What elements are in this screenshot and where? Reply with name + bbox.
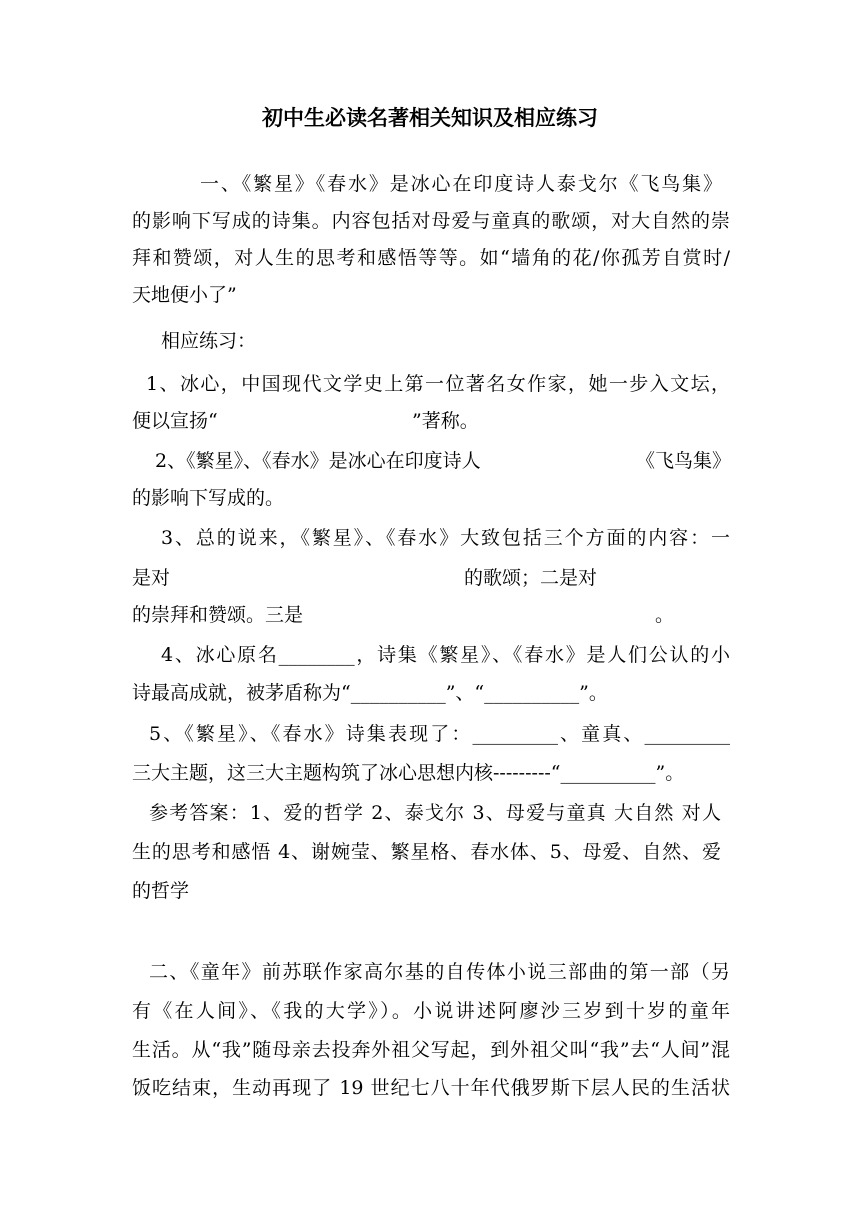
answer-line: 生的思考和感悟 4、谢婉莹、繁星格、春水体、5、母爱、自然、爱: [132, 841, 721, 863]
exercise-line: 4、冰心原名________，诗集《繁星》、《春水》是人们公认的小: [161, 644, 730, 666]
answer-line: 的哲学: [132, 880, 190, 902]
paragraph-line: 一、《繁星》《春水》是冰心在印度诗人泰戈尔《飞鸟集》: [200, 173, 722, 195]
exercise-line: 三大主题，这三大主题构筑了冰心思想内核---------“__________”。: [132, 762, 685, 784]
paragraph-line: 饭吃结束，生动再现了 19 世纪七八十年代俄罗斯下层人民的生活状: [132, 1077, 730, 1099]
paragraph-line: 拜和赞颂，对人生的思考和感悟等等。如“墙角的花/你孤芳自赏时/: [132, 247, 730, 269]
exercise-line: 。: [655, 604, 675, 626]
exercise-line: 的影响下写成的。: [132, 487, 285, 509]
exercise-line: 便以宣扬“: [132, 410, 218, 432]
exercise-line: 的歌颂；二是对: [464, 567, 598, 589]
document-title: 初中生必读名著相关知识及相应练习: [262, 106, 598, 130]
paragraph-line: 二、《童年》前苏联作家高尔基的自传体小说三部曲的第一部（另: [149, 961, 730, 983]
exercise-line: 诗最高成就，被茅盾称为“__________”、“__________”。: [132, 682, 608, 704]
paragraph-line: 天地便小了”: [132, 284, 237, 306]
exercise-line: 的崇拜和赞颂。三是: [132, 604, 304, 626]
exercise-line: 5、《繁星》、《春水》诗集表现了：_________、童真、_________: [149, 723, 730, 745]
exercise-line: 3、总的说来，《繁星》、《春水》大致包括三个方面的内容：一: [161, 527, 730, 549]
exercise-heading: 相应练习：: [161, 330, 257, 352]
exercise-line: 《飞鸟集》: [636, 450, 732, 472]
paragraph-line: 的影响下写成的诗集。内容包括对母爱与童真的歌颂，对大自然的崇: [132, 210, 730, 232]
answer-line: 参考答案：1、爱的哲学 2、泰戈尔 3、母爱与童真 大自然 对人: [149, 802, 721, 824]
exercise-line: 是对: [132, 567, 171, 589]
exercise-line: 2、《繁星》、《春水》是冰心在印度诗人: [155, 450, 481, 472]
paragraph-line: 生活。从“我”随母亲去投奔外祖父写起，到外祖父叫“我”去“人间”混: [132, 1039, 730, 1061]
exercise-line: 1、冰心，中国现代文学史上第一位著名女作家，她一步入文坛，: [146, 373, 730, 395]
paragraph-line: 有《在人间》、《我的大学》）。小说讲述阿廖沙三岁到十岁的童年: [132, 1000, 730, 1022]
exercise-line: ”著称。: [412, 410, 479, 432]
